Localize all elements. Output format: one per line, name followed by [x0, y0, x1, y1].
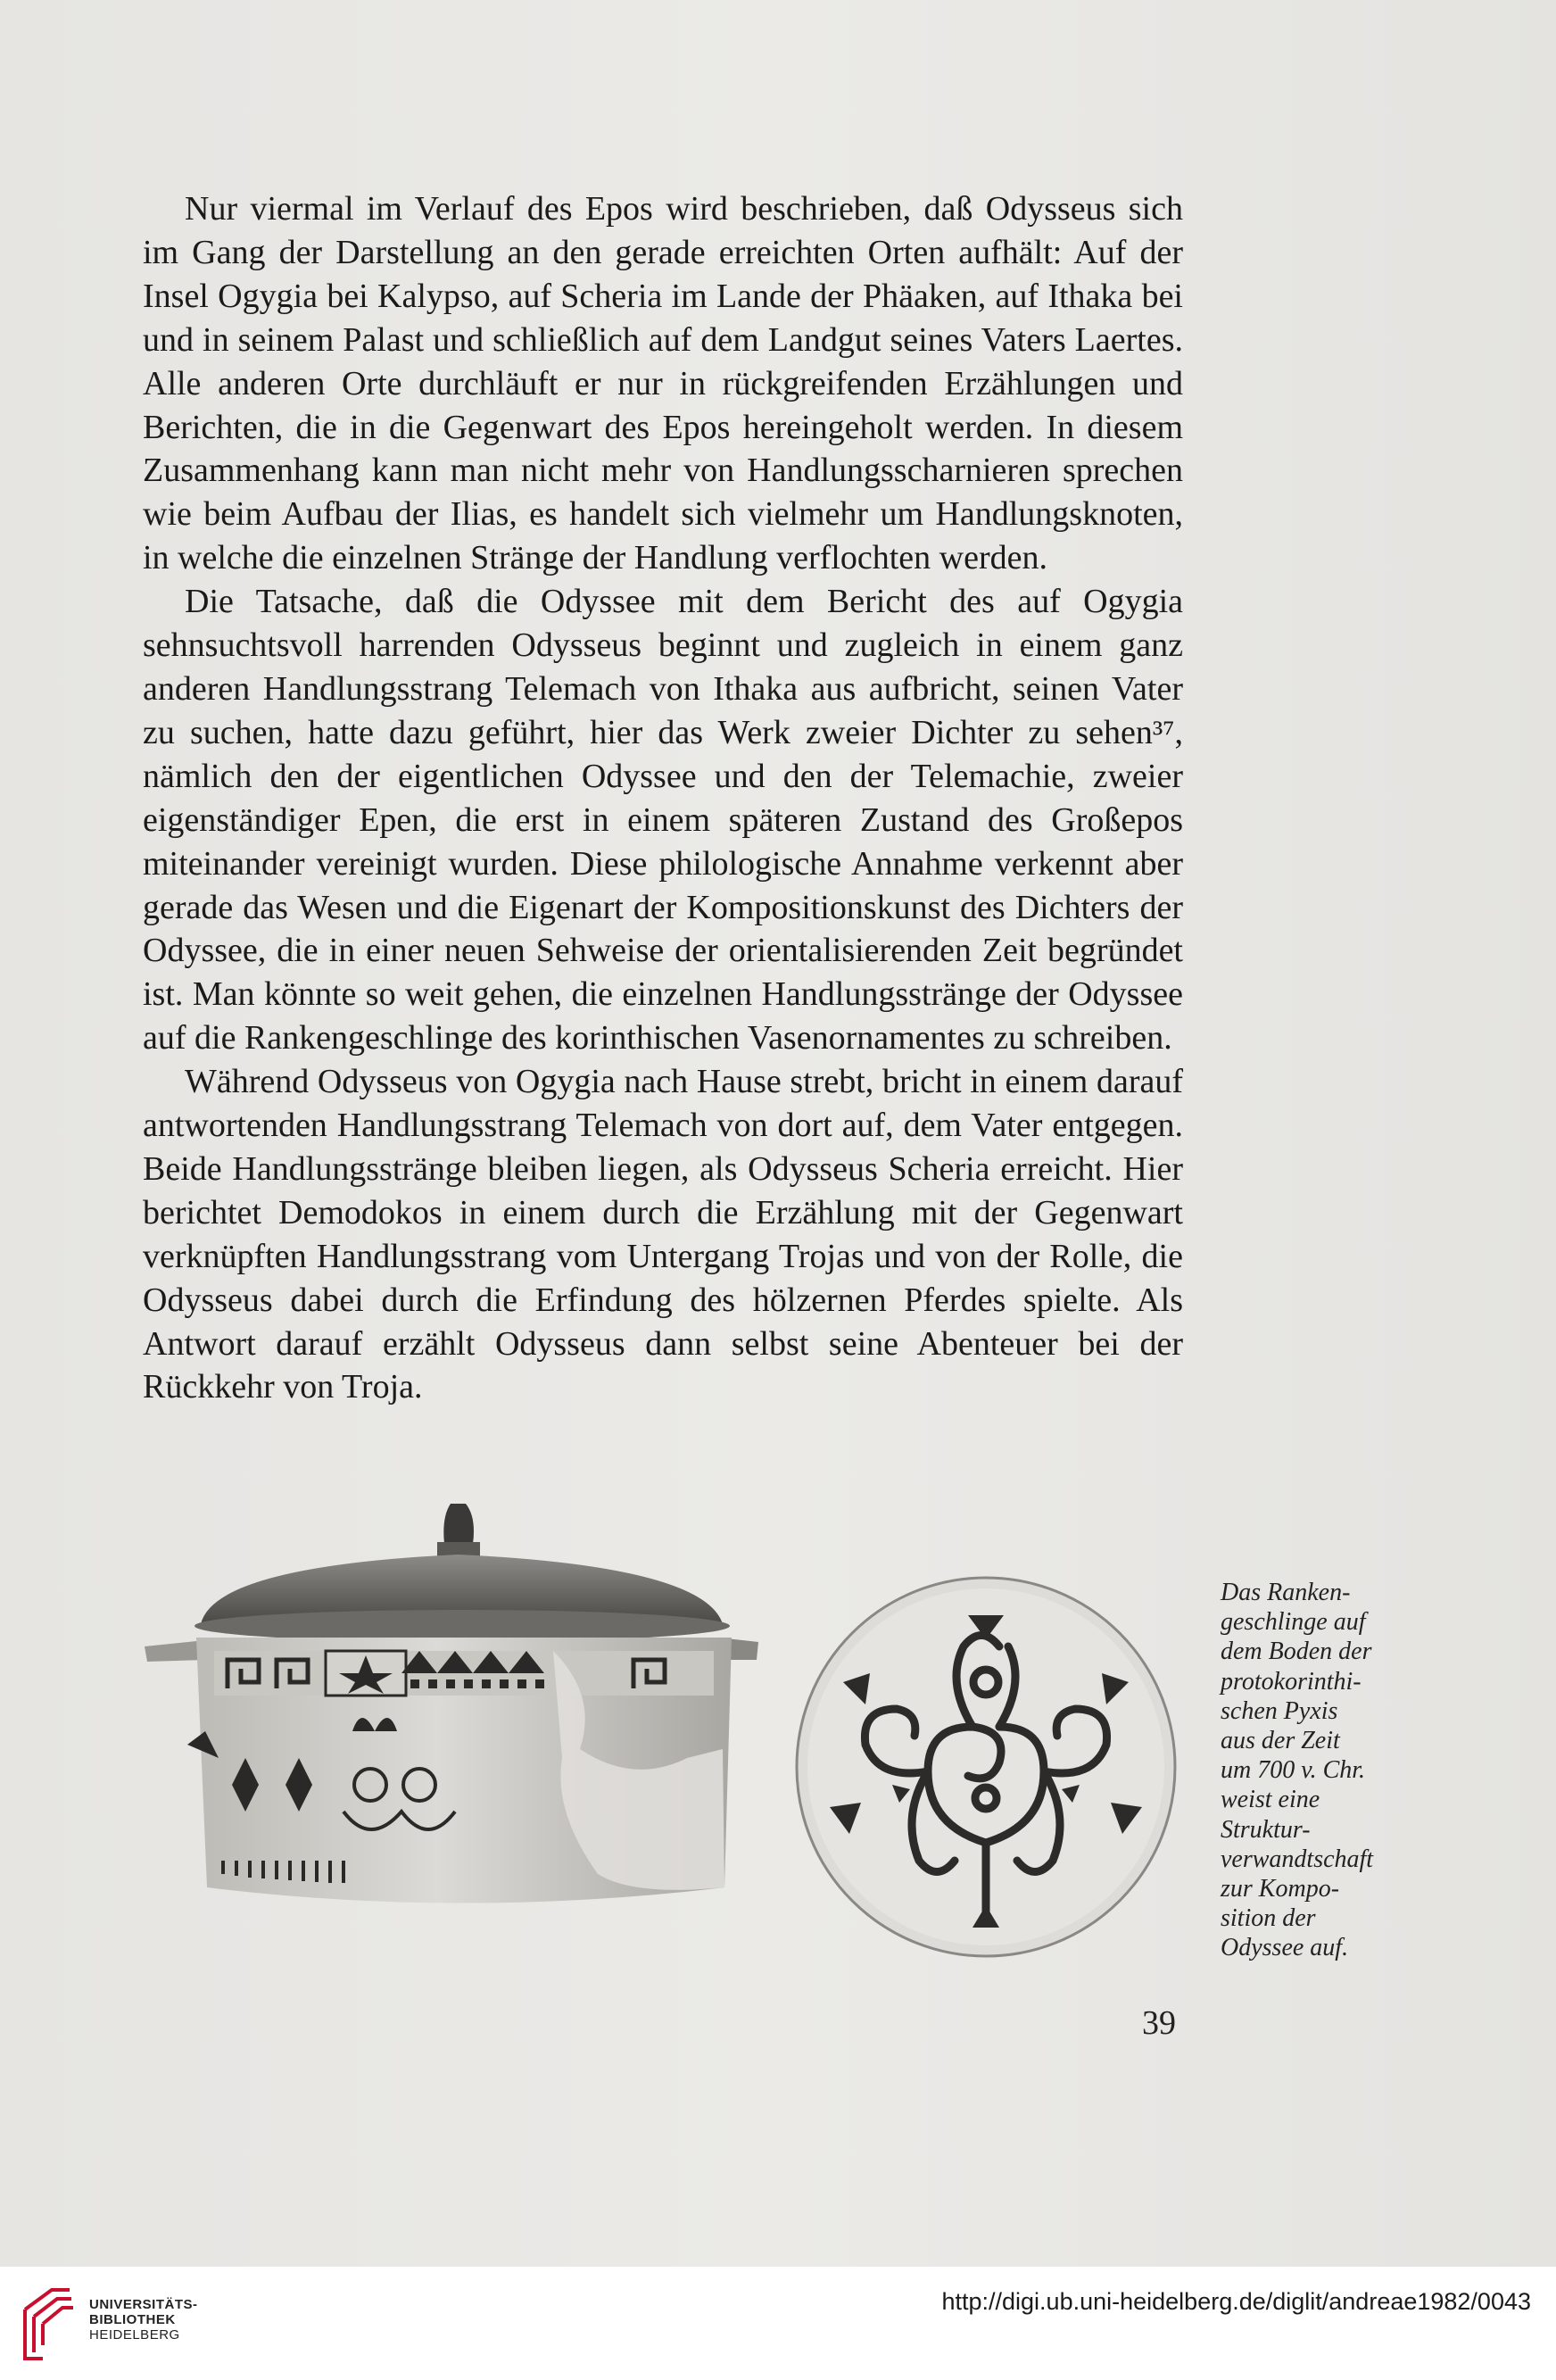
caption-line: weist eine	[1221, 1786, 1320, 1814]
library-name-line: HEIDELBERG	[89, 2327, 180, 2343]
footer-bar	[0, 2267, 1556, 2380]
caption-line: verwandtschaft	[1221, 1845, 1374, 1873]
body-text	[143, 187, 1183, 1409]
caption-line: sition der	[1221, 1904, 1316, 1933]
caption-line: geschlinge auf	[1221, 1608, 1366, 1637]
pyxis-photo	[134, 1490, 776, 1954]
library-logo-icon	[16, 2283, 79, 2363]
figure	[134, 1490, 1374, 1972]
caption-line: zur Kompo-	[1221, 1875, 1340, 1903]
library-name	[89, 2297, 198, 2343]
paragraph-2: Die Tatsache, daß die Odyssee mit dem Bericht des auf Ogygia sehnsuchtsvoll harrenden Odysseus beginnt und zugleich in einem ganz anderen Handlungsstrang Telemach von Ithaka aus aufbricht, seinen Vater zu suchen, hatte dazu geführt, hier das Werk zweier Dichter zu sehen³⁷, nämlich den der eigentlichen Odyssee und den der Telemachie, zweier eigenständiger Epen, die erst in einem späteren Zustand des Großepos miteinander vereinigt wurden. Diese philologische Annahme verkennt aber gerade das Wesen und die Eigenart der Kompositionskunst des Dichters der Odyssee, die in einer neuen Sehweise der orientalisierenden Zeit begründet ist. Man könnte so weit gehen, die einzelnen Handlungsstränge der Odyssee auf die Rankengeschlinge des korinthischen Vasenornamentes zu schreiben.	[143, 583, 1183, 1057]
caption-line: dem Boden der	[1221, 1638, 1372, 1666]
caption-line: Struktur-	[1221, 1815, 1311, 1844]
paragraph-3: Während Odysseus von Ogygia nach Hause strebt, bricht in einem darauf antwortenden Handlungsstrang Telemach von dort auf, dem Vater entgegen. Beide Handlungsstränge bleiben liegen, als Odysseus Scheria erreicht. Hier berichtet Demodokos in einem durch die Erzählung mit der Gegenwart verknüpften Handlungsstrang vom Untergang Trojas und von der Rolle, die Odysseus dabei durch die Erfindung des hölzernen Pferdes spielte. Als Antwort darauf erzählt Odysseus dann selbst seine Abenteuer bei der Rückkehr von Troja.	[143, 1063, 1183, 1406]
caption-line: Odyssee auf.	[1221, 1934, 1349, 1962]
library-name-line: UNIVERSITÄTS-	[89, 2297, 198, 2312]
caption-line: Das Ranken-	[1221, 1579, 1351, 1606]
library-name-line: BIBLIOTHEK	[89, 2312, 176, 2327]
caption-line: aus der Zeit	[1221, 1727, 1340, 1755]
figure-caption	[1221, 1578, 1381, 1963]
caption-line: um 700 v. Chr.	[1221, 1756, 1366, 1785]
page-number: 39	[1142, 2004, 1176, 2042]
caption-line: schen Pyxis	[1221, 1696, 1338, 1725]
caption-line: protokorinthi-	[1221, 1667, 1362, 1696]
paragraph-1: Nur viermal im Verlauf des Epos wird beschrieben, daß Odysseus sich im Gang der Darstellung an den gerade erreichten Orten aufhält: Auf der Insel Ogygia bei Kalypso, auf Scheria im Lande der Phäaken, auf Ithaka bei und in seinem Palast und schließlich auf dem Landgut seines Vaters Laertes. Alle anderen Orte durchläuft er nur in rückgreifenden Erzählungen und Berichten, die in die Gegenwart des Epos hereingeholt werden. In diesem Zusammenhang kann man nicht mehr von Handlungsscharnieren sprechen wie beim Aufbau der Ilias, es handelt sich vielmehr um Handlungsknoten, in welche die einzelnen Stränge der Handlung verflochten werden.	[143, 190, 1183, 577]
ornament-disc-photo	[794, 1575, 1178, 1959]
source-url-link[interactable]: http://digi.ub.uni-heidelberg.de/diglit/andreae1982/0043	[941, 2288, 1531, 2315]
